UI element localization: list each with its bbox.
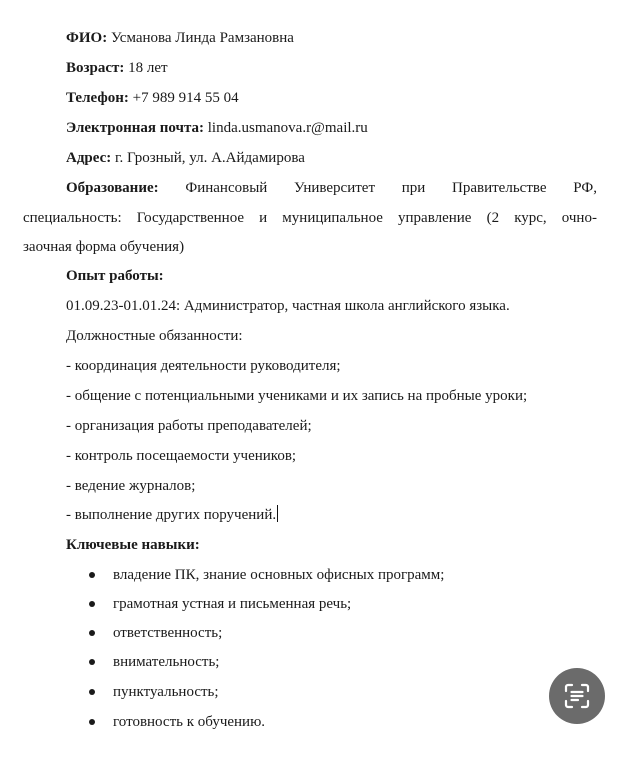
bullet-icon (89, 719, 95, 725)
duty-item: - контроль посещаемости учеников; (66, 448, 297, 464)
skill-item: пунктуальность; (113, 684, 219, 700)
education-word: и (259, 210, 268, 226)
skills-heading: Ключевые навыки: (66, 537, 200, 553)
email-line (66, 118, 368, 138)
fio-label: ФИО: (66, 30, 108, 46)
education-word: (2 (486, 210, 500, 226)
age-value: 18 лет (128, 60, 168, 76)
text-scan-button[interactable] (549, 668, 605, 724)
duty-item-text: - выполнение других поручений. (66, 507, 277, 523)
education-label: Образование: (66, 180, 159, 196)
education-line-2 (23, 208, 597, 228)
email-value: linda.usmanova.r@mail.ru (207, 120, 368, 136)
age-line (66, 58, 168, 78)
bullet-icon (89, 601, 95, 607)
experience-heading: Опыт работы: (66, 268, 164, 284)
duties-heading: Должностные обязанности: (66, 328, 243, 344)
education-word: муниципальное (282, 210, 383, 226)
phone-label: Телефон: (66, 90, 129, 106)
bullet-icon (89, 659, 95, 665)
phone-line (66, 88, 239, 108)
fio-line (66, 28, 294, 48)
age-label: Возраст: (66, 60, 125, 76)
fio-value: Усманова Линда Рамзановна (110, 30, 294, 46)
education-word: Университет (294, 180, 375, 196)
bullet-icon (89, 572, 95, 578)
experience-position: 01.09.23-01.01.24: Администратор, частная школа английского языка. (66, 298, 510, 314)
bullet-icon (89, 689, 95, 695)
education-word: Финансовый (185, 180, 268, 196)
duty-item: - организация работы преподавателей; (66, 418, 312, 434)
text-scan-icon (563, 682, 591, 710)
skill-item: владение ПК, знание основных офисных программ; (113, 567, 445, 583)
education-word: курс, (514, 210, 547, 226)
text-cursor (277, 505, 278, 522)
education-word: РФ, (573, 180, 597, 196)
education-word: Правительстве (452, 180, 547, 196)
skill-item: грамотная устная и письменная речь; (113, 596, 352, 612)
skill-item: внимательность; (113, 654, 220, 670)
address-label: Адрес: (66, 150, 112, 166)
duty-item-last (66, 505, 278, 525)
duty-item: - координация деятельности руководителя; (66, 358, 341, 374)
skill-item: готовность к обучению. (113, 714, 266, 730)
duty-item: - общение с потенциальными учениками и их запись на пробные уроки; (66, 388, 528, 404)
education-word: очно- (561, 210, 597, 226)
education-word: управление (398, 210, 472, 226)
email-label: Электронная почта: (66, 120, 204, 136)
skill-item: ответственность; (113, 625, 223, 641)
bullet-icon (89, 630, 95, 636)
phone-value: +7 989 914 55 04 (132, 90, 239, 106)
address-line (66, 148, 305, 168)
education-word: при (401, 180, 426, 196)
education-word: специальность: (23, 210, 122, 226)
education-line-3: заочная форма обучения) (23, 239, 185, 255)
education-line-1 (66, 178, 597, 198)
duty-item: - ведение журналов; (66, 478, 196, 494)
education-word: Государственное (136, 210, 245, 226)
address-value: г. Грозный, ул. А.Айдамирова (115, 150, 305, 166)
